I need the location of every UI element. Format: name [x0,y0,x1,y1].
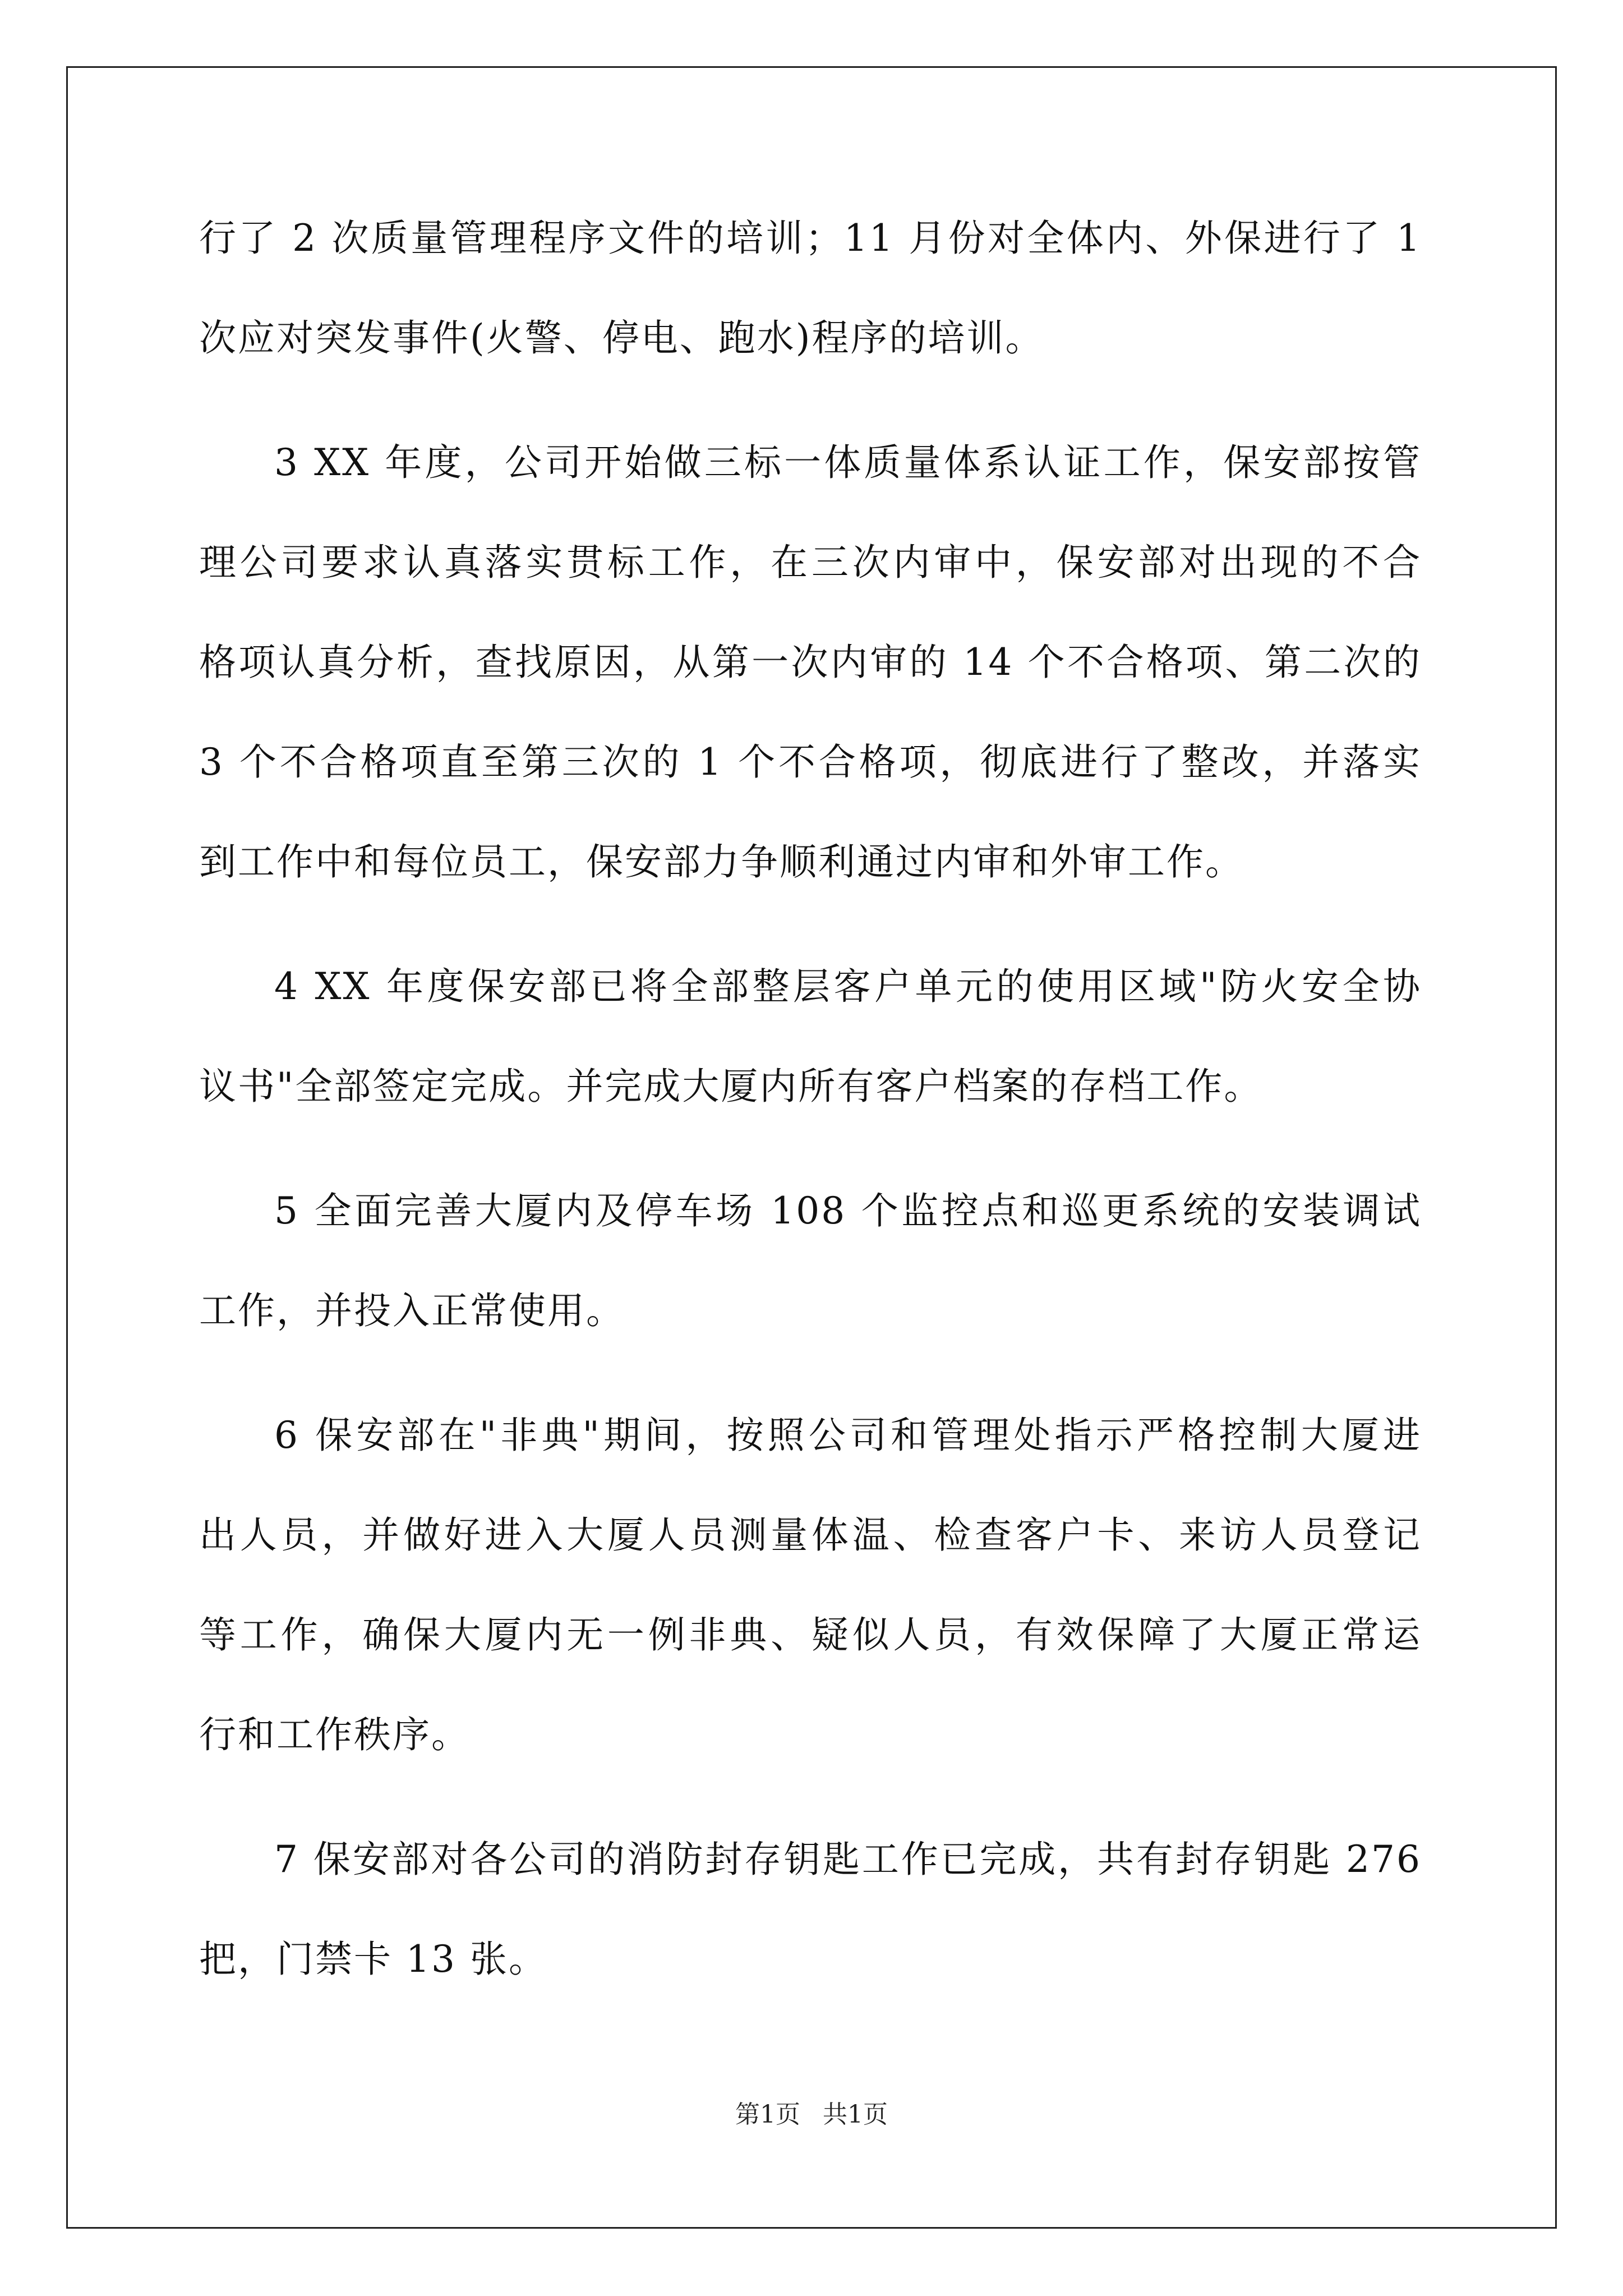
text-line: 到工作中和每位员工，保安部力争顺利通过内审和外审工作。 [199,840,1244,884]
text-line: 6 保安部在"非典"期间，按照公司和管理处指示严格控制大厦进 [274,1414,1422,1457]
text-line: 7 保安部对各公司的消防封存钥匙工作已完成，共有封存钥匙 276 [274,1838,1422,1881]
text-line: 议书"全部签定完成。并完成大厦内所有客户档案的存档工作。 [199,1065,1263,1108]
text-line: 3 XX 年度，公司开始做三标一体质量体系认证工作，保安部按管 [274,441,1422,484]
text-line: 次应对突发事件(火警、停电、跑水)程序的培训。 [199,316,1044,360]
text-line: 格项认真分析，查找原因，从第一次内审的 14 个不合格项、第二次的 [199,641,1422,684]
text-line: 把，门禁卡 13 张。 [199,1938,547,1981]
text-line: 行了 2 次质量管理程序文件的培训；11 月份对全体内、外保进行了 1 [199,217,1422,260]
text-line: 工作，并投入正常使用。 [199,1289,625,1332]
text-line: 4 XX 年度保安部已将全部整层客户单元的使用区域"防火安全协 [274,965,1422,1008]
page-number-label: 第1页 [735,2100,800,2129]
text-line: 等工作，确保大厦内无一例非典、疑似人员，有效保障了大厦正常运 [199,1613,1422,1657]
text-line: 理公司要求认真落实贯标工作，在三次内审中，保安部对出现的不合 [199,541,1422,584]
text-line: 3 个不合格项直至第三次的 1 个不合格项，彻底进行了整改，并落实 [199,740,1422,784]
page-total-label: 共1页 [823,2100,888,2129]
text-line: 5 全面完善大厦内及停车场 108 个监控点和巡更系统的安装调试 [274,1189,1422,1232]
text-line: 出人员，并做好进入大厦人员测量体温、检查客户卡、来访人员登记 [199,1513,1422,1557]
text-line: 行和工作秩序。 [199,1713,470,1756]
page-border [66,66,1557,2229]
page-footer [0,2099,1623,2131]
